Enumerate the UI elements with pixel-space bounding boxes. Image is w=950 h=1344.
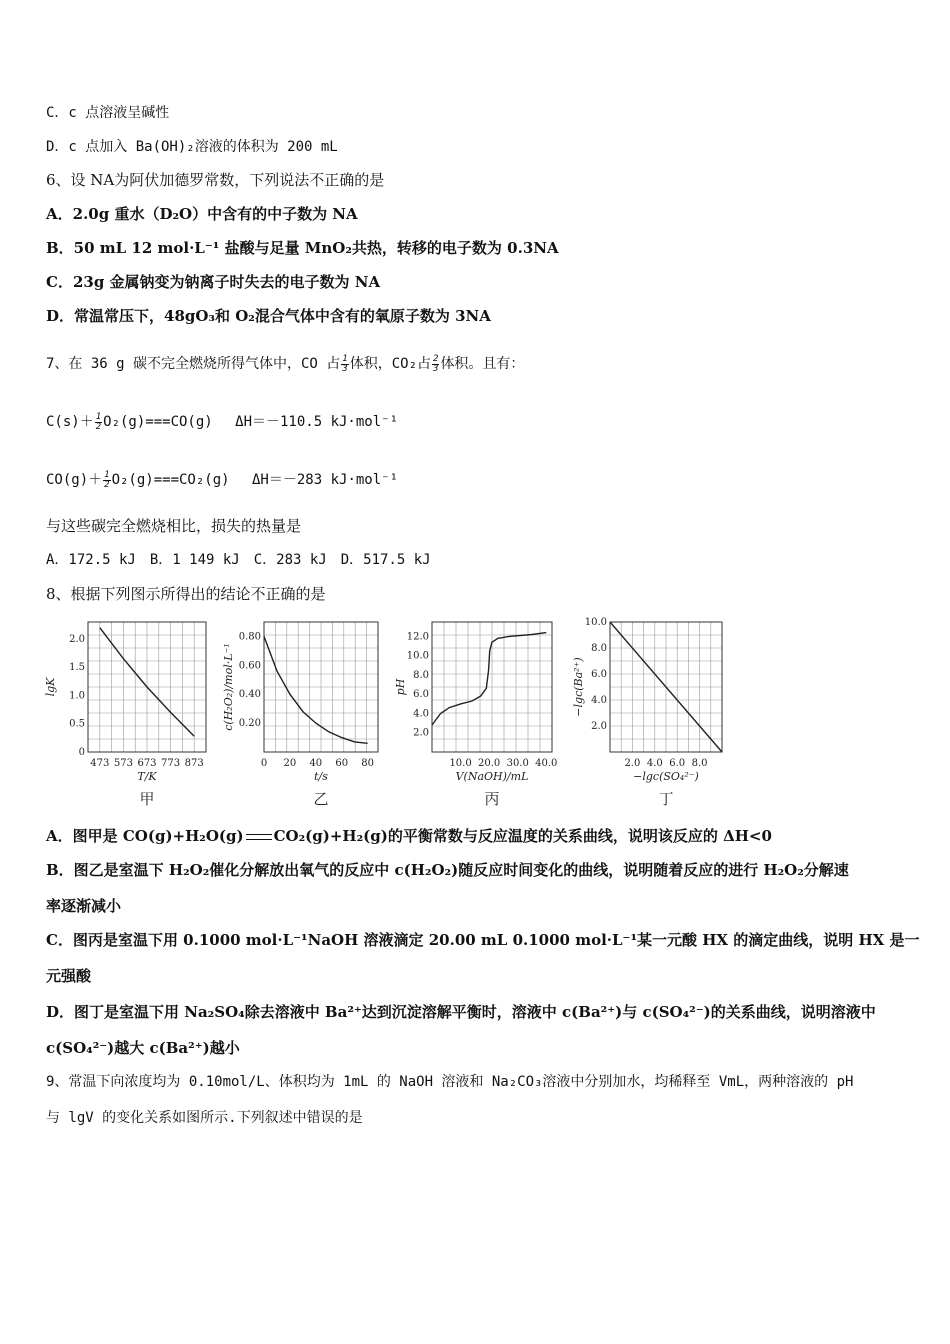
x-tick-label: 4.0 bbox=[646, 758, 663, 769]
q8-option-b-line2: 率逐渐减小 bbox=[46, 897, 122, 915]
chart-caption: 乙 bbox=[313, 790, 329, 808]
y-tick-label: 0 bbox=[78, 747, 85, 758]
q6-option-b: B．50 mL 12 mol·L⁻¹ 盐酸与足量 MnO₂共热，转移的电子数为 0.3NA bbox=[46, 239, 559, 257]
q5-option-d: D．c 点加入 Ba(OH)₂溶液的体积为 200 mL bbox=[46, 139, 338, 155]
x-axis-label: t/s bbox=[314, 770, 328, 783]
q8-option-d-line2: c(SO₄²⁻)越大 c(Ba²⁺)越小 bbox=[46, 1039, 240, 1057]
y-axis-label: pH bbox=[394, 678, 407, 696]
q9-stem-line1: 9、常温下向浓度均为 0.10mol/L、体积均为 1mL 的 NaOH 溶液和 Na₂CO₃溶液中分别加水，均稀释至 VmL，两种溶液的 pH bbox=[46, 1074, 854, 1090]
q8-figures bbox=[44, 614, 734, 810]
q8-option-b-line1: B．图乙是室温下 H₂O₂催化分解放出氧气的反应中 c(H₂O₂)随反应时间变化的曲线，说明随着反应的进行 H₂O₂分解速 bbox=[46, 861, 849, 879]
q8-stem: 8、根据下列图示所得出的结论不正确的是 bbox=[46, 585, 326, 603]
y-tick-label: 8.0 bbox=[413, 669, 429, 681]
y-tick-label: 0.20 bbox=[238, 718, 261, 730]
q8-option-a: A．图甲是 CO(g)+H₂O(g) CO₂(g)+H₂(g)的平衡常数与反应温度的关系曲线，说明该反应的 ΔH<0 bbox=[46, 827, 772, 845]
q8-option-c-line1: C．图丙是室温下用 0.1000 mol·L⁻¹NaOH 溶液滴定 20.00 mL 0.1000 mol·L⁻¹某一元酸 HX 的滴定曲线，说明 HX 是一 bbox=[46, 931, 920, 949]
y-axis-label: c(H₂O₂)/mol·L⁻¹ bbox=[222, 643, 235, 731]
chart-caption: 丙 bbox=[484, 790, 500, 808]
y-tick-label: 6.0 bbox=[413, 689, 429, 701]
q7-stem: 7、在 36 g 碳不完全燃烧所得气体中，CO 占 $\frac{1}{3}$ 体积，CO₂占 $\frac{2}{3}$ 体积。且有： bbox=[46, 353, 525, 374]
x-tick-label: 473 bbox=[90, 758, 110, 769]
x-tick-label: 6.0 bbox=[669, 758, 686, 769]
q7-equation-1: C(s)＋ $\frac{1}{2}$ O₂(g)===CO(g) ΔH＝－110.5 kJ·mol⁻¹ bbox=[46, 411, 399, 432]
chart-4 bbox=[572, 614, 734, 810]
x-tick-label: 8.0 bbox=[691, 758, 708, 769]
x-tick-label: 10.0 bbox=[449, 758, 472, 769]
q8-option-d-line1: D．图丁是室温下用 Na₂SO₄除去溶液中 Ba²⁺达到沉淀溶解平衡时，溶液中 c(Ba²⁺)与 c(SO₄²⁻)的关系曲线，说明溶液中 bbox=[46, 1003, 876, 1021]
y-tick-label: 0.5 bbox=[69, 718, 85, 730]
y-tick-label: 0.60 bbox=[238, 660, 261, 672]
q6-option-c: C．23g 金属钠变为钠离子时失去的电子数为 NA bbox=[46, 273, 381, 291]
x-tick-label: 773 bbox=[161, 758, 181, 769]
y-tick-label: 0.80 bbox=[238, 631, 261, 643]
y-axis-label: lgK bbox=[44, 677, 57, 697]
q7-options: A．172.5 kJ B．1 149 kJ C．283 kJ D．517.5 kJ bbox=[46, 552, 431, 568]
y-tick-label: 1.0 bbox=[69, 690, 85, 702]
q7-question: 与这些碳完全燃烧相比，损失的热量是 bbox=[46, 517, 302, 535]
y-tick-label: 4.0 bbox=[413, 708, 429, 720]
x-tick-label: 40 bbox=[309, 758, 323, 769]
y-tick-label: 0.40 bbox=[238, 689, 261, 701]
q6-option-a: A．2.0g 重水（D₂O）中含有的中子数为 NA bbox=[46, 205, 358, 223]
equilibrium-arrow-icon bbox=[246, 834, 272, 840]
x-tick-label: 873 bbox=[184, 758, 204, 769]
x-tick-label: 20.0 bbox=[478, 758, 501, 769]
y-tick-label: 1.5 bbox=[69, 662, 85, 674]
x-tick-label: 0 bbox=[260, 758, 268, 769]
y-tick-label: 2.0 bbox=[591, 721, 607, 732]
q8-option-c-line2: 元强酸 bbox=[46, 967, 92, 985]
x-axis-label: −lgc(SO₄²⁻) bbox=[633, 770, 699, 783]
y-tick-label: 10.0 bbox=[406, 650, 429, 662]
y-tick-label: 10.0 bbox=[584, 617, 607, 628]
x-tick-label: 20 bbox=[283, 758, 297, 769]
q9-stem-line2: 与 lgV 的变化关系如图所示.下列叙述中错误的是 bbox=[46, 1110, 363, 1126]
q6-stem: 6、设 NA为阿伏加德罗常数，下列说法不正确的是 bbox=[46, 171, 385, 189]
x-axis-label: T/K bbox=[137, 770, 157, 783]
chart-2 bbox=[222, 614, 387, 810]
fraction-one-half: $\frac{1}{2}$ bbox=[104, 469, 110, 490]
q6-option-d: D．常温常压下，48gO₃和 O₂混合气体中含有的氧原子数为 3NA bbox=[46, 307, 491, 325]
x-tick-label: 80 bbox=[361, 758, 375, 769]
chart-caption: 丁 bbox=[658, 790, 674, 808]
fraction-two-thirds: $\frac{2}{3}$ bbox=[433, 353, 439, 374]
x-tick-label: 30.0 bbox=[506, 758, 529, 769]
y-tick-label: 2.0 bbox=[69, 633, 85, 645]
fraction-one-third: $\frac{1}{3}$ bbox=[342, 353, 348, 374]
chart-3 bbox=[394, 614, 564, 810]
x-axis-label: V(NaOH)/mL bbox=[455, 770, 529, 783]
y-tick-label: 4.0 bbox=[591, 695, 607, 706]
x-tick-label: 673 bbox=[137, 758, 157, 769]
q5-option-c: C．c 点溶液呈碱性 bbox=[46, 105, 170, 121]
x-tick-label: 573 bbox=[113, 758, 133, 769]
y-tick-label: 12.0 bbox=[406, 631, 429, 643]
chart-1 bbox=[44, 614, 214, 810]
y-tick-label: 2.0 bbox=[413, 727, 429, 739]
q7-equation-2: CO(g)＋ $\frac{1}{2}$ O₂(g)===CO₂(g) ΔH＝－283 kJ·mol⁻¹ bbox=[46, 469, 399, 490]
fraction-one-half: $\frac{1}{2}$ bbox=[95, 411, 102, 432]
x-tick-label: 60 bbox=[335, 758, 349, 769]
x-tick-label: 2.0 bbox=[624, 758, 641, 769]
chart-caption: 甲 bbox=[139, 790, 155, 808]
y-tick-label: 8.0 bbox=[591, 643, 607, 654]
x-tick-label: 40.0 bbox=[535, 758, 558, 769]
y-axis-label: −lgc(Ba²⁺) bbox=[572, 657, 585, 717]
y-tick-label: 6.0 bbox=[591, 669, 607, 680]
